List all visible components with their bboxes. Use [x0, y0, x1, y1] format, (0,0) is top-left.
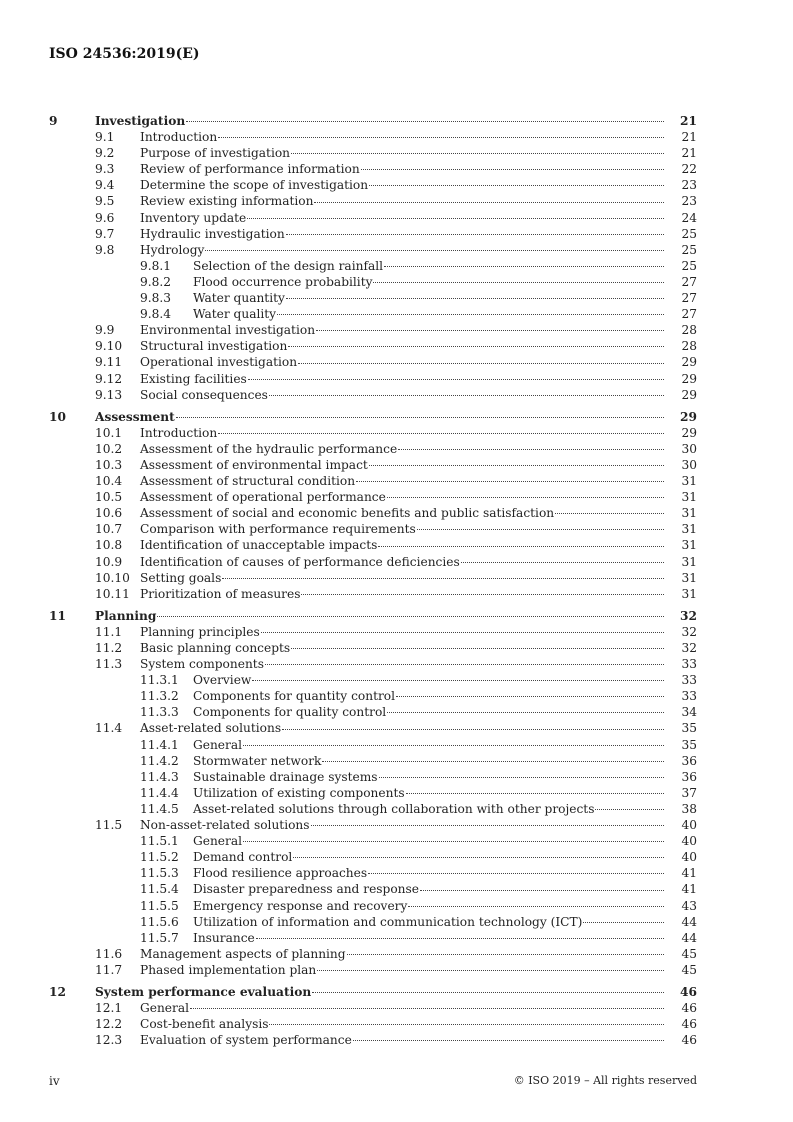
toc-entry-page: 27 [681, 274, 697, 289]
toc-entry-number: 11.5.3 [140, 866, 179, 881]
toc-entry-number: 11.6 [95, 946, 123, 961]
toc-entry-page: 29 [681, 371, 697, 386]
dot-leader [555, 512, 664, 514]
toc-entry-title: Purpose of investigation [140, 146, 291, 161]
dot-leader [256, 937, 664, 939]
toc-subsection-entry[interactable] [0, 672, 793, 688]
toc-entry-title: Evaluation of system performance [140, 1033, 352, 1048]
dot-leader [243, 744, 664, 746]
toc-section-entry[interactable] [0, 145, 793, 161]
toc-entry-number: 12.2 [95, 1017, 123, 1032]
toc-entry-page: 45 [681, 962, 697, 977]
toc-section-entry[interactable] [0, 338, 793, 354]
toc-section-entry[interactable] [0, 640, 793, 656]
toc-section-entry[interactable] [0, 554, 793, 570]
toc-entry-title: Environmental investigation [140, 323, 316, 338]
toc-subsection-entry[interactable] [0, 914, 793, 930]
dot-leader [288, 345, 664, 347]
toc-entry-number: 10.5 [95, 490, 123, 505]
dot-leader [379, 776, 664, 778]
dot-leader [361, 168, 664, 170]
toc-section-entry[interactable] [0, 489, 793, 505]
toc-entry-number: 11.3.1 [140, 673, 179, 688]
toc-entry-page: 21 [681, 130, 697, 145]
toc-entry-number: 11.4.3 [140, 769, 179, 784]
toc-entry-title: Comparison with performance requirements [140, 522, 416, 537]
toc-section-entry[interactable] [0, 226, 793, 242]
toc-section-entry[interactable] [0, 129, 793, 145]
toc-section-entry[interactable] [0, 161, 793, 177]
toc-entry-number: 9.11 [95, 355, 123, 370]
toc-subsection-entry[interactable] [0, 290, 793, 306]
dot-leader [368, 872, 664, 874]
toc-subsection-entry[interactable] [0, 785, 793, 801]
toc-entry-page: 37 [681, 785, 697, 800]
toc-entry-title: Inventory update [140, 210, 247, 225]
dot-leader [583, 921, 664, 923]
toc-entry-title: Introduction [140, 130, 218, 145]
toc-subsection-entry[interactable] [0, 801, 793, 817]
toc-section-entry[interactable] [0, 387, 793, 403]
toc-entry-title: Water quality [193, 307, 277, 322]
toc-entry-page: 31 [681, 538, 697, 553]
toc-subsection-entry[interactable] [0, 930, 793, 946]
footer-page-number: iv [49, 1074, 60, 1088]
toc-entry-page: 40 [681, 834, 697, 849]
toc-entry-title: General [140, 1001, 189, 1016]
toc-entry-title: Components for quality control [193, 705, 387, 720]
dot-leader [247, 217, 664, 219]
toc-entry-title: Sustainable drainage systems [193, 769, 378, 784]
toc-entry-page: 25 [681, 258, 697, 273]
toc-entry-title: System performance evaluation [95, 984, 312, 999]
toc-subsection-entry[interactable] [0, 306, 793, 322]
toc-entry-number: 9.10 [95, 339, 123, 354]
toc-entry-number: 9.13 [95, 387, 123, 402]
toc-entry-title: Utilization of existing components [193, 785, 405, 800]
toc-entry-page: 40 [681, 850, 697, 865]
dot-leader [595, 808, 664, 810]
toc-entry-number: 11.5 [95, 818, 123, 833]
toc-section-entry[interactable] [0, 354, 793, 370]
toc-entry-number: 11.4.1 [140, 737, 179, 752]
toc-entry-number: 11.4.5 [140, 801, 179, 816]
dot-leader [286, 297, 664, 299]
toc-entry-page: 29 [681, 387, 697, 402]
toc-entry-number: 9.4 [95, 178, 115, 193]
toc-entry-title: Planning principles [140, 624, 260, 639]
toc-entry-page: 33 [681, 673, 697, 688]
dot-leader [316, 329, 664, 331]
dot-leader [186, 120, 664, 122]
toc-entry-number: 11.5.7 [140, 930, 179, 945]
dot-leader [387, 711, 664, 713]
toc-entry-title: Assessment of environmental impact [140, 457, 368, 472]
toc-entry-number: 10.11 [95, 586, 130, 601]
toc-section-entry[interactable] [0, 586, 793, 602]
dot-leader [387, 496, 664, 498]
toc-entry-title: Hydraulic investigation [140, 226, 285, 241]
toc-entry-page: 27 [681, 291, 697, 306]
dot-leader [378, 545, 664, 547]
toc-entry-number: 9.1 [95, 130, 115, 145]
toc-entry-page: 46 [680, 984, 697, 999]
toc-entry-number: 9.9 [95, 323, 115, 338]
toc-entry-number: 12.1 [95, 1001, 123, 1016]
toc-entry-number: 9.5 [95, 194, 115, 209]
toc-section-entry[interactable] [0, 1032, 793, 1048]
toc-entry-title: Selection of the design rainfall [193, 258, 384, 273]
toc-entry-page: 36 [681, 769, 697, 784]
toc-entry-title: Assessment of operational performance [140, 490, 386, 505]
toc-entry-title: Review existing information [140, 194, 314, 209]
dot-leader [406, 792, 664, 794]
toc-entry-page: 28 [681, 339, 697, 354]
toc-entry-number: 9 [49, 114, 58, 128]
toc-entry-title: System components [140, 657, 264, 672]
toc-entry-page: 43 [681, 898, 697, 913]
footer-copyright: © ISO 2019 – All rights reserved [513, 1074, 697, 1087]
toc-entry-page: 45 [681, 946, 697, 961]
toc-entry-number: 11 [49, 608, 66, 623]
toc-entry-title: Assessment of social and economic benefits and public satisfaction [140, 506, 555, 521]
toc-entry-title: Structural investigation [140, 339, 288, 354]
toc-entry-page: 41 [681, 866, 697, 881]
dot-leader [205, 249, 664, 251]
toc-entry-title: Flood occurrence probability [193, 274, 373, 289]
dot-leader [252, 679, 664, 681]
toc-entry-title: Water quantity [193, 291, 285, 306]
toc-entry-title: Investigation [95, 114, 186, 128]
document-header: ISO 24536:2019(E) [49, 46, 200, 62]
toc-section-entry[interactable] [0, 457, 793, 473]
dot-leader [396, 695, 664, 697]
toc-section-entry[interactable] [0, 946, 793, 962]
toc-subsection-entry[interactable] [0, 881, 793, 897]
toc-entry-title: Assessment of structural condition [140, 474, 356, 489]
dot-leader [190, 1007, 664, 1009]
toc-entry-title: Assessment [95, 409, 175, 424]
toc-entry-number: 12 [49, 984, 66, 999]
dot-leader [373, 281, 664, 283]
toc-entry-title: Basic planning concepts [140, 641, 291, 655]
dot-leader [347, 953, 664, 955]
toc-entry-title: Components for quantity control [193, 689, 396, 704]
dot-leader [398, 448, 664, 450]
toc-entry-title: Utilization of information and communication technology (ICT) [193, 914, 583, 929]
toc-entry-number: 11.5.6 [140, 914, 179, 929]
toc-entry-page: 40 [681, 818, 697, 833]
toc-entry-number: 9.12 [95, 371, 123, 386]
toc-entry-page: 31 [681, 554, 697, 569]
toc-entry-number: 9.8.4 [140, 307, 172, 322]
toc-entry-number: 9.7 [95, 226, 115, 241]
toc-section-entry[interactable] [0, 656, 793, 672]
dot-leader [222, 577, 664, 579]
toc-entry-page: 32 [680, 608, 697, 623]
toc-entry-title: Identification of unacceptable impacts [140, 538, 378, 553]
toc-section-entry[interactable] [0, 505, 793, 521]
toc-entry-number: 10.8 [95, 538, 123, 553]
toc-entry-number: 11.5.1 [140, 834, 179, 849]
toc-chapter-entry[interactable] [0, 409, 793, 425]
toc-entry-number: 10 [49, 409, 66, 424]
dot-leader [269, 394, 664, 396]
toc-entry-number: 10.6 [95, 506, 123, 521]
dot-leader [298, 362, 664, 364]
toc-entry-page: 46 [681, 1017, 697, 1032]
toc-entry-page: 31 [681, 474, 697, 489]
toc-section-entry[interactable] [0, 177, 793, 193]
dot-leader [291, 647, 664, 649]
toc-entry-title: Determine the scope of investigation [140, 178, 369, 193]
dot-leader [248, 378, 664, 380]
toc-entry-page: 31 [681, 506, 697, 521]
dot-leader [314, 201, 664, 203]
toc-entry-title: Insurance [193, 930, 255, 945]
dot-leader [384, 265, 664, 267]
toc-entry-title: Introduction [140, 425, 218, 440]
dot-leader [461, 561, 664, 563]
toc-entry-page: 34 [681, 705, 697, 720]
dot-leader [269, 1023, 664, 1025]
toc-entry-number: 11.2 [95, 641, 123, 655]
toc-section-entry[interactable] [0, 193, 793, 209]
toc-entry-number: 11.5.5 [140, 898, 179, 913]
toc-entry-page: 32 [681, 624, 697, 639]
dot-leader [356, 480, 664, 482]
toc-entry-title: Asset-related solutions [140, 721, 282, 736]
toc-section-entry[interactable] [0, 537, 793, 553]
dot-leader [417, 528, 664, 530]
toc-entry-title: Flood resilience approaches [193, 866, 368, 881]
toc-entry-page: 28 [681, 323, 697, 338]
toc-entry-title: Operational investigation [140, 355, 298, 370]
toc-entry-page: 44 [681, 930, 697, 945]
toc-section-entry[interactable] [0, 817, 793, 833]
toc-entry-number: 11.3.3 [140, 705, 179, 720]
dot-leader [218, 432, 664, 434]
toc-section-entry[interactable] [0, 962, 793, 978]
toc-entry-title: Non-asset-related solutions [140, 818, 310, 833]
toc-entry-title: Existing facilities [140, 371, 247, 386]
toc-entry-number: 10.10 [95, 570, 130, 585]
dot-leader [265, 663, 664, 665]
toc-entry-title: Social consequences [140, 387, 268, 402]
toc-entry-title: General [193, 834, 242, 849]
toc-entry-title: Assessment of the hydraulic performance [140, 441, 398, 456]
toc-entry-title: Disaster preparedness and response [193, 882, 419, 897]
toc-subsection-entry[interactable] [0, 833, 793, 849]
toc-entry-title: Cost-benefit analysis [140, 1017, 269, 1032]
toc-entry-title: Hydrology [140, 242, 205, 257]
toc-entry-number: 11.4.4 [140, 785, 179, 800]
toc-entry-number: 11.5.2 [140, 850, 179, 865]
toc-entry-page: 46 [681, 1033, 697, 1048]
toc-entry-page: 29 [681, 425, 697, 440]
toc-entry-title: Asset-related solutions through collaboration with other projects [193, 801, 595, 816]
toc-entry-title: Emergency response and recovery [193, 898, 408, 913]
dot-leader [322, 760, 664, 762]
toc-chapter-entry[interactable] [0, 984, 793, 1000]
toc-entry-page: 46 [681, 1001, 697, 1016]
toc-entry-number: 11.3.2 [140, 689, 179, 704]
toc-section-entry[interactable] [0, 521, 793, 537]
toc-entry-title: Stormwater network [193, 753, 322, 768]
toc-section-entry[interactable] [0, 210, 793, 226]
toc-section-entry[interactable] [0, 473, 793, 489]
toc-entry-title: Demand control [193, 850, 293, 865]
dot-leader [353, 1039, 664, 1041]
dot-leader [282, 728, 664, 730]
dot-leader [176, 416, 664, 418]
toc-chapter-entry[interactable] [0, 113, 793, 129]
toc-entry-page: 31 [681, 586, 697, 601]
toc-entry-page: 21 [681, 146, 697, 161]
toc-section-entry[interactable] [0, 242, 793, 258]
toc-entry-page: 29 [680, 409, 697, 424]
toc-entry-number: 10.9 [95, 554, 123, 569]
dot-leader [261, 631, 664, 633]
toc-section-entry[interactable] [0, 425, 793, 441]
toc-entry-page: 21 [680, 114, 697, 128]
toc-entry-page: 30 [681, 457, 697, 472]
toc-entry-number: 11.4 [95, 721, 123, 736]
dot-leader [291, 152, 664, 154]
toc-entry-page: 24 [681, 210, 697, 225]
toc-entry-number: 9.8.1 [140, 258, 172, 273]
toc-subsection-entry[interactable] [0, 688, 793, 704]
dot-leader [369, 464, 664, 466]
toc-entry-page: 29 [681, 355, 697, 370]
toc-entry-page: 27 [681, 307, 697, 322]
toc-section-entry[interactable] [0, 1016, 793, 1032]
toc-entry-number: 9.2 [95, 146, 115, 161]
toc-entry-page: 30 [681, 441, 697, 456]
toc-entry-number: 10.2 [95, 441, 123, 456]
toc-entry-title: Review of performance information [140, 162, 360, 177]
toc-subsection-entry[interactable] [0, 769, 793, 785]
toc-entry-page: 32 [681, 641, 697, 655]
toc-entry-page: 35 [681, 721, 697, 736]
toc-subsection-entry[interactable] [0, 274, 793, 290]
toc-entry-title: Setting goals [140, 570, 222, 585]
dot-leader [420, 889, 664, 891]
dot-leader [286, 233, 664, 235]
dot-leader [277, 313, 664, 315]
toc-subsection-entry[interactable] [0, 737, 793, 753]
toc-entry-page: 35 [681, 737, 697, 752]
toc-entry-number: 9.8 [95, 242, 115, 257]
toc-section-entry[interactable] [0, 371, 793, 387]
dot-leader [311, 824, 664, 826]
toc-entry-title: Planning [95, 608, 157, 623]
toc-entry-page: 31 [681, 570, 697, 585]
toc-section-entry[interactable] [0, 441, 793, 457]
toc-entry-page: 36 [681, 753, 697, 768]
toc-entry-number: 9.3 [95, 162, 115, 177]
toc-entry-page: 25 [681, 242, 697, 257]
toc-entry-number: 11.3 [95, 657, 123, 672]
toc-subsection-entry[interactable] [0, 849, 793, 865]
toc-entry-page: 38 [681, 801, 697, 816]
toc-subsection-entry[interactable] [0, 865, 793, 881]
toc-entry-title: General [193, 737, 242, 752]
toc-entry-number: 12.3 [95, 1033, 123, 1048]
toc-entry-number: 10.1 [95, 425, 123, 440]
toc-entry-page: 23 [681, 178, 697, 193]
toc-entry-number: 9.6 [95, 210, 115, 225]
toc-entry-title: Prioritization of measures [140, 586, 301, 601]
toc-chapter-entry[interactable] [0, 608, 793, 624]
toc-entry-page: 33 [681, 657, 697, 672]
toc-entry-page: 31 [681, 490, 697, 505]
toc-entry-title: Identification of causes of performance deficiencies [140, 554, 460, 569]
toc-entry-number: 10.4 [95, 474, 123, 489]
toc-section-entry[interactable] [0, 570, 793, 586]
toc-subsection-entry[interactable] [0, 704, 793, 720]
toc-entry-page: 44 [681, 914, 697, 929]
dot-leader [317, 969, 664, 971]
dot-leader [293, 856, 664, 858]
toc-entry-number: 11.4.2 [140, 753, 179, 768]
toc-section-entry[interactable] [0, 624, 793, 640]
toc-entry-number: 11.1 [95, 624, 123, 639]
toc-entry-page: 23 [681, 194, 697, 209]
toc-subsection-entry[interactable] [0, 753, 793, 769]
toc-entry-page: 22 [681, 162, 697, 177]
toc-section-entry[interactable] [0, 322, 793, 338]
dot-leader [408, 905, 664, 907]
toc-section-entry[interactable] [0, 720, 793, 736]
dot-leader [312, 991, 664, 993]
toc-subsection-entry[interactable] [0, 258, 793, 274]
toc-entry-page: 41 [681, 882, 697, 897]
dot-leader [369, 184, 664, 186]
toc-entry-number: 10.3 [95, 457, 123, 472]
toc-entry-number: 11.7 [95, 962, 123, 977]
toc-entry-page: 33 [681, 689, 697, 704]
toc-entry-number: 9.8.3 [140, 291, 172, 306]
toc-section-entry[interactable] [0, 1000, 793, 1016]
dot-leader [218, 136, 664, 138]
toc-entry-page: 25 [681, 226, 697, 241]
dot-leader [157, 615, 664, 617]
dot-leader [243, 840, 664, 842]
toc-entry-title: Overview [193, 673, 252, 688]
toc-entry-page: 31 [681, 522, 697, 537]
toc-entry-number: 10.7 [95, 522, 123, 537]
toc-subsection-entry[interactable] [0, 898, 793, 914]
table-of-contents [0, 113, 793, 1048]
dot-leader [301, 593, 664, 595]
toc-entry-number: 9.8.2 [140, 274, 172, 289]
toc-entry-title: Phased implementation plan [140, 962, 317, 977]
toc-entry-number: 11.5.4 [140, 882, 179, 897]
toc-entry-title: Management aspects of planning [140, 946, 346, 961]
